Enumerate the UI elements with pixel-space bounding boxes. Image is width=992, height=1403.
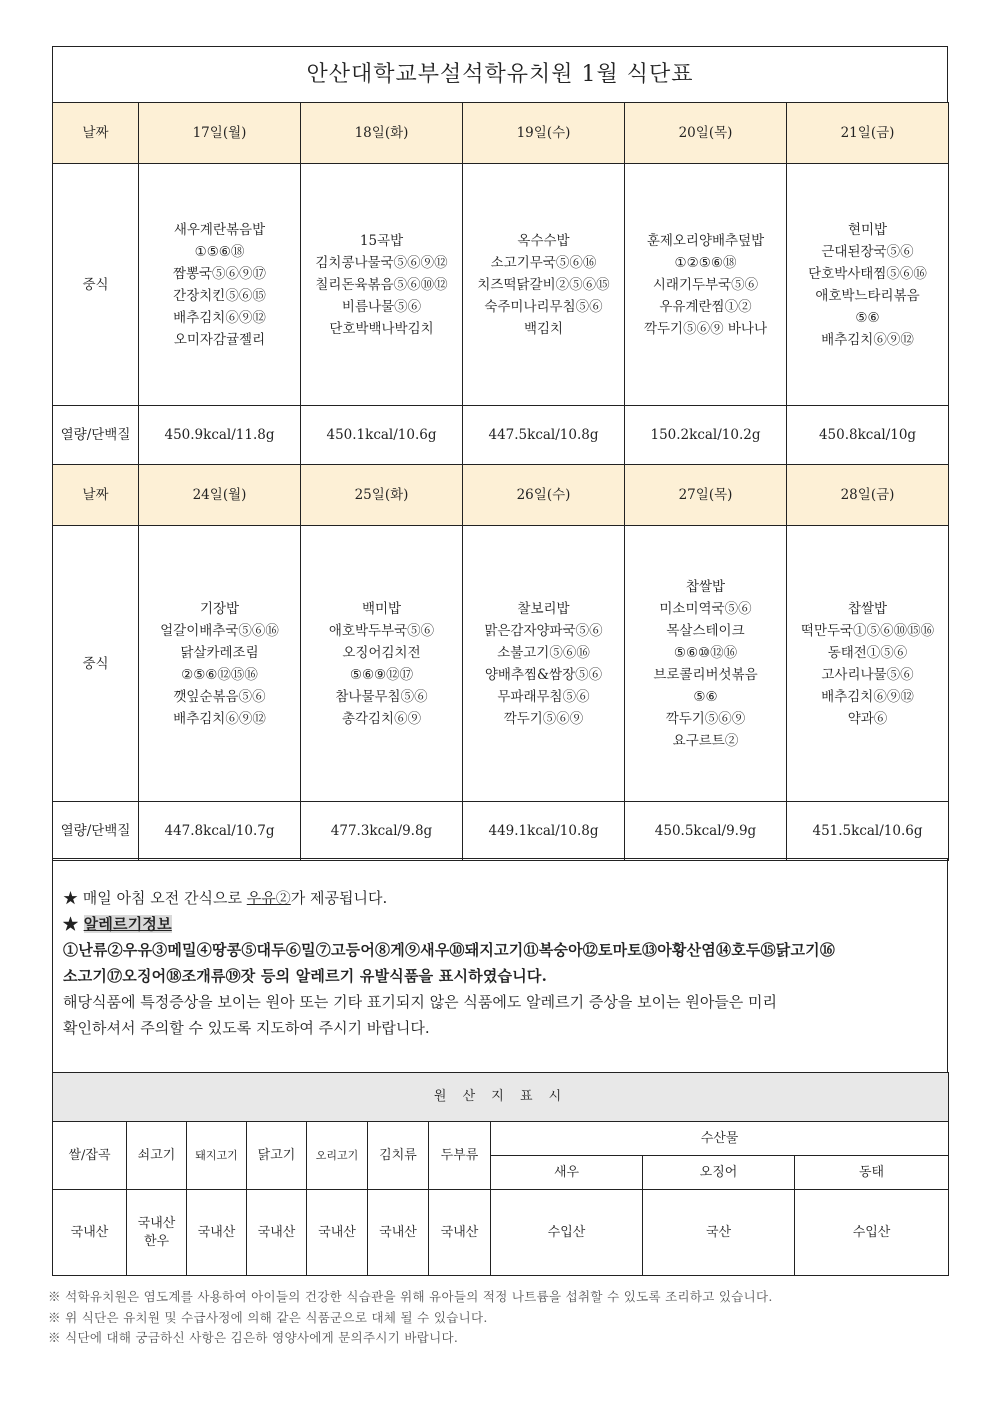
day-header: 18일(화) xyxy=(301,103,463,164)
day-header: 24일(월) xyxy=(139,465,301,526)
menu-dish: 현미밥 xyxy=(847,221,888,238)
menu-dish: 브로콜리버섯볶음 xyxy=(653,666,758,683)
menu-dish: 훈제오리양배추덮밥 xyxy=(646,232,765,249)
allergy-heading xyxy=(63,911,937,937)
menu-dish: 깍두기⑤⑥⑨ 바나나 xyxy=(643,320,768,337)
footnote: ※ 식단에 대해 궁금하신 사항은 김은하 영양사에게 문의주시기 바랍니다. xyxy=(48,1330,459,1345)
origin-value: 국내산 xyxy=(307,1190,368,1276)
milk-note-prefix: ★ 매일 아침 오전 간식으로 xyxy=(63,889,247,907)
menu-cell xyxy=(787,164,949,406)
menu-dish: 애호박두부국⑤⑥ xyxy=(328,622,435,639)
week1-date-row xyxy=(53,103,949,164)
origin-header: 김치류 xyxy=(368,1122,429,1190)
menu-dish: 찹쌀밥 xyxy=(847,600,888,617)
calorie-label: 열량/단백질 xyxy=(53,802,139,861)
origin-value-beef: 국내산 한우 xyxy=(127,1190,187,1276)
menu-dish: ⑤⑥⑩⑫⑯ xyxy=(673,644,738,661)
seafood-value: 수입산 xyxy=(491,1190,643,1276)
origin-header: 쌀/잡곡 xyxy=(53,1122,127,1190)
menu-dish: 비름나물⑤⑥ xyxy=(341,298,422,315)
menu-dish: 단호박사태찜⑤⑥⑯ xyxy=(808,265,927,282)
seafood-item: 새우 xyxy=(491,1156,643,1190)
menu-dish: ⑤⑥ xyxy=(693,688,718,705)
calorie-cell: 450.9kcal/11.8g xyxy=(139,406,301,465)
lunch-label: 중식 xyxy=(53,164,139,406)
menu-dish: 숙주미나리무침⑤⑥ xyxy=(484,298,603,315)
menu-dish: 배추김치⑥⑨⑫ xyxy=(173,710,266,727)
menu-dish: 배추김치⑥⑨⑫ xyxy=(173,309,266,326)
menu-cell xyxy=(301,164,463,406)
menu-dish: ⑤⑥⑨⑫⑰ xyxy=(349,666,414,683)
menu-cell xyxy=(301,526,463,802)
footnote: ※ 위 식단은 유치원 및 수급사정에 의해 같은 식품군으로 대체 될 수 있습니다. xyxy=(48,1309,488,1325)
date-label: 날짜 xyxy=(53,465,139,526)
day-header: 25일(화) xyxy=(301,465,463,526)
origin-value: 국내산 xyxy=(429,1190,491,1276)
origin-title: 원 산 지 표 시 xyxy=(53,1073,949,1122)
menu-dish: 시래기두부국⑤⑥ xyxy=(652,276,759,293)
menu-dish: 닭살카레조림 xyxy=(180,644,259,661)
menu-dish: 양배추찜&쌈장⑤⑥ xyxy=(484,666,603,683)
menu-dish: 총각김치⑥⑨ xyxy=(341,710,422,727)
menu-dish: 미소미역국⑤⑥ xyxy=(659,600,752,617)
menu-dish: 소고기무국⑤⑥⑯ xyxy=(490,254,597,271)
calorie-label: 열량/단백질 xyxy=(53,406,139,465)
origin-value: 국내산 xyxy=(368,1190,429,1276)
menu-cell xyxy=(625,526,787,802)
week2-lunch-row xyxy=(53,526,949,802)
day-header: 17일(월) xyxy=(139,103,301,164)
seafood-item: 오징어 xyxy=(643,1156,795,1190)
menu-dish: ②⑤⑥⑫⑮⑯ xyxy=(181,666,258,683)
menu-dish: 기장밥 xyxy=(199,600,240,617)
menu-dish: 단호박백나박김치 xyxy=(329,320,434,337)
menu-dish: 애호박느타리볶음 xyxy=(815,287,920,304)
origin-header-row xyxy=(53,1122,949,1156)
star-icon: ★ xyxy=(63,915,84,933)
day-header: 27일(목) xyxy=(625,465,787,526)
footnote: ※ 석학유치원은 염도계를 사용하여 아이들의 건강한 식습관을 위해 유아들의 적정 나트륨을 섭취할 수 있도록 조리하고 있습니다. xyxy=(48,1289,773,1304)
calorie-cell: 447.8kcal/10.7g xyxy=(139,802,301,861)
menu-dish: 약과⑥ xyxy=(847,710,888,727)
menu-dish: 근대된장국⑤⑥ xyxy=(821,243,914,260)
menu-dish: 동태전①⑤⑥ xyxy=(827,644,908,661)
menu-dish: 무파래무침⑤⑥ xyxy=(497,688,590,705)
calorie-cell: 449.1kcal/10.8g xyxy=(463,802,625,861)
menu-dish: 칠리돈육볶음⑤⑥⑩⑫ xyxy=(315,276,448,293)
menu-dish: ①⑤⑥⑱ xyxy=(194,243,245,260)
origin-header: 오리고기 xyxy=(307,1122,368,1190)
menu-dish: 새우계란볶음밥 xyxy=(173,221,266,238)
menu-dish: 찰보리밥 xyxy=(517,600,570,617)
day-header: 20일(목) xyxy=(625,103,787,164)
origin-title-row xyxy=(53,1073,949,1122)
menu-cell xyxy=(463,164,625,406)
seafood-header: 수산물 xyxy=(491,1122,949,1156)
menu-dish: 맑은감자양파국⑤⑥ xyxy=(484,622,603,639)
menu-dish: 옥수수밥 xyxy=(517,232,570,249)
calorie-cell: 450.8kcal/10g xyxy=(787,406,949,465)
origin-table xyxy=(52,1072,949,1276)
origin-value: 국내산 xyxy=(247,1190,307,1276)
calorie-cell: 450.1kcal/10.6g xyxy=(301,406,463,465)
menu-dish: 깍두기⑤⑥⑨ xyxy=(665,710,746,727)
menu-dish: 짬뽕국⑤⑥⑨⑰ xyxy=(172,265,267,282)
footnotes xyxy=(48,1287,773,1349)
menu-dish: 깻잎순볶음⑤⑥ xyxy=(173,688,266,705)
allergy-list-line1: ①난류②우유③메밀④땅콩⑤대두⑥밀⑦고등어⑧게⑨새우⑩돼지고기⑪복숭아⑫토마토⑬아황산염⑭호두⑮닭고기⑯ xyxy=(63,941,836,959)
origin-values-row xyxy=(53,1190,949,1276)
menu-dish: 고사리나물⑤⑥ xyxy=(821,666,914,683)
allergy-title: 알레르기정보 xyxy=(83,915,172,933)
milk-item: 우유② xyxy=(246,889,291,907)
week2-date-row xyxy=(53,465,949,526)
menu-dish: 백미밥 xyxy=(361,600,402,617)
date-label: 날짜 xyxy=(53,103,139,164)
menu-dish: 배추김치⑥⑨⑫ xyxy=(821,331,914,348)
menu-dish: 15곡밥 xyxy=(359,232,404,249)
seafood-value: 국산 xyxy=(643,1190,795,1276)
calorie-cell: 150.2kcal/10.2g xyxy=(625,406,787,465)
page-title: 안산대학교부설석학유치원 1월 식단표 xyxy=(52,46,948,103)
calorie-cell: 447.5kcal/10.8g xyxy=(463,406,625,465)
day-header: 19일(수) xyxy=(463,103,625,164)
day-header: 21일(금) xyxy=(787,103,949,164)
menu-dish: 백김치 xyxy=(523,320,564,337)
allergy-list-line2: 소고기⑰오징어⑱조개류⑲잣 등의 알레르기 유발식품을 표시하였습니다. xyxy=(63,967,548,985)
menu-dish: 오미자감귤젤리 xyxy=(173,331,266,348)
menu-dish: 깍두기⑤⑥⑨ xyxy=(503,710,584,727)
warning-line1: 해당식품에 특정증상을 보이는 원아 또는 기타 표기되지 않은 식품에도 알레르기 증상을 보이는 원아들은 미리 xyxy=(63,993,778,1011)
menu-dish: 김치콩나물국⑤⑥⑨⑫ xyxy=(315,254,448,271)
menu-dish: 우유계란찜①② xyxy=(659,298,752,315)
origin-header: 닭고기 xyxy=(247,1122,307,1190)
milk-note xyxy=(63,885,937,911)
menu-dish: 배추김치⑥⑨⑫ xyxy=(821,688,914,705)
menu-dish: 얼갈이배추국⑤⑥⑯ xyxy=(160,622,279,639)
menu-dish: 참나물무침⑤⑥ xyxy=(335,688,428,705)
calorie-cell: 451.5kcal/10.6g xyxy=(787,802,949,861)
origin-value: 국내산 xyxy=(53,1190,127,1276)
menu-table xyxy=(52,102,949,861)
seafood-item: 동태 xyxy=(795,1156,949,1190)
notes-section xyxy=(52,858,948,1073)
menu-dish: ①②⑤⑥⑱ xyxy=(674,254,737,271)
menu-dish: 찹쌀밥 xyxy=(685,578,726,595)
origin-value: 국내산 xyxy=(187,1190,247,1276)
milk-note-suffix: 가 제공됩니다. xyxy=(290,889,388,907)
menu-dish: 목살스테이크 xyxy=(666,622,745,639)
week1-calorie-row xyxy=(53,406,949,465)
week2-calorie-row xyxy=(53,802,949,861)
origin-header: 두부류 xyxy=(429,1122,491,1190)
menu-dish: 소불고기⑤⑥⑯ xyxy=(497,644,590,661)
origin-header: 쇠고기 xyxy=(127,1122,187,1190)
week1-lunch-row xyxy=(53,164,949,406)
warning-line2: 확인하셔서 주의할 수 있도록 지도하여 주시기 바랍니다. xyxy=(63,1019,430,1037)
day-header: 28일(금) xyxy=(787,465,949,526)
origin-header: 돼지고기 xyxy=(187,1122,247,1190)
menu-cell xyxy=(625,164,787,406)
day-header: 26일(수) xyxy=(463,465,625,526)
calorie-cell: 477.3kcal/9.8g xyxy=(301,802,463,861)
lunch-label: 중식 xyxy=(53,526,139,802)
menu-dish: 떡만두국①⑤⑥⑩⑮⑯ xyxy=(800,622,935,639)
menu-cell xyxy=(787,526,949,802)
menu-cell xyxy=(139,526,301,802)
seafood-value: 수입산 xyxy=(795,1190,949,1276)
menu-dish: ⑤⑥ xyxy=(855,309,880,326)
menu-cell xyxy=(463,526,625,802)
menu-dish: 요구르트② xyxy=(672,732,739,749)
menu-dish: 간장치킨⑤⑥⑮ xyxy=(173,287,266,304)
menu-cell xyxy=(139,164,301,406)
menu-dish: 치즈떡닭갈비②⑤⑥⑮ xyxy=(477,276,610,293)
menu-dish: 오징어김치전 xyxy=(342,644,421,661)
calorie-cell: 450.5kcal/9.9g xyxy=(625,802,787,861)
